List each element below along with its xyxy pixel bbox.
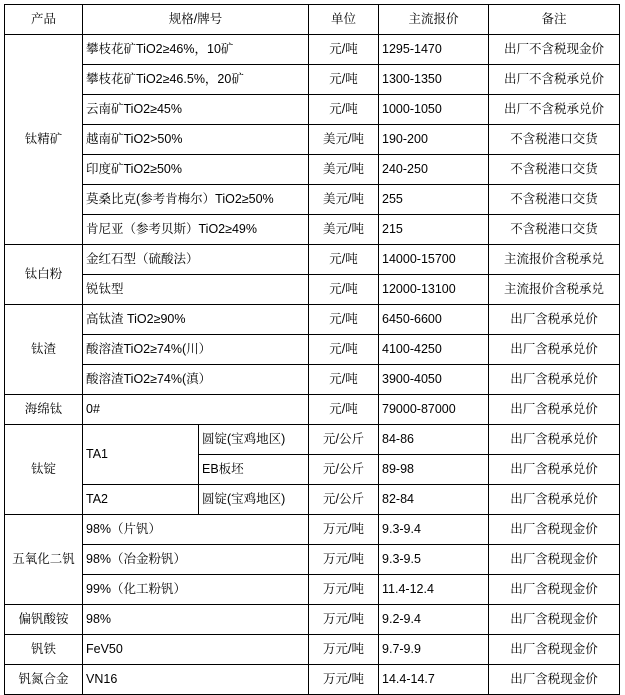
product-group-name: 钛白粉	[5, 245, 83, 305]
spec-cell: 锐钛型	[83, 275, 309, 305]
price-cell: 12000-13100	[379, 275, 489, 305]
table-row	[5, 35, 620, 65]
spec-cell: 酸溶渣TiO2≥74%(川）	[83, 335, 309, 365]
header-spec: 规格/牌号	[83, 5, 309, 35]
table-row	[5, 155, 620, 185]
price-cell: 9.2-9.4	[379, 605, 489, 635]
header-unit: 单位	[309, 5, 379, 35]
unit-cell: 元/吨	[309, 95, 379, 125]
table-body	[5, 5, 620, 695]
unit-cell: 元/吨	[309, 305, 379, 335]
product-group-name: 钛渣	[5, 305, 83, 395]
spec-cell: 98%（片钒）	[83, 515, 309, 545]
spec-cell: 攀枝花矿TiO2≥46%，10矿	[83, 35, 309, 65]
table-header-row	[5, 5, 620, 35]
note-cell: 不含税港口交货	[489, 125, 620, 155]
spec-cell: 99%（化工粉钒）	[83, 575, 309, 605]
table-row	[5, 485, 620, 515]
spec-grade: TA2	[83, 485, 199, 515]
price-cell: 240-250	[379, 155, 489, 185]
header-price: 主流报价	[379, 5, 489, 35]
price-cell: 89-98	[379, 455, 489, 485]
spec-cell: 肯尼亚（参考贝斯）TiO2≥49%	[83, 215, 309, 245]
product-group-name: 海绵钛	[5, 395, 83, 425]
product-group-name: 偏钒酸铵	[5, 605, 83, 635]
unit-cell: 元/吨	[309, 245, 379, 275]
unit-cell: 元/吨	[309, 395, 379, 425]
unit-cell: 万元/吨	[309, 665, 379, 695]
price-cell: 6450-6600	[379, 305, 489, 335]
price-cell: 215	[379, 215, 489, 245]
table-row	[5, 125, 620, 155]
price-cell: 84-86	[379, 425, 489, 455]
spec-form: 圆锭(宝鸡地区)	[199, 485, 309, 515]
note-cell: 出厂不含税承兑价	[489, 95, 620, 125]
spec-form: EB板坯	[199, 455, 309, 485]
spec-cell: 越南矿TiO2>50%	[83, 125, 309, 155]
unit-cell: 万元/吨	[309, 515, 379, 545]
product-group-name: 钛锭	[5, 425, 83, 515]
price-cell: 1300-1350	[379, 65, 489, 95]
unit-cell: 元/吨	[309, 65, 379, 95]
spec-cell: VN16	[83, 665, 309, 695]
note-cell: 不含税港口交货	[489, 215, 620, 245]
product-group-name: 五氧化二钒	[5, 515, 83, 605]
table-row	[5, 605, 620, 635]
spec-cell: FeV50	[83, 635, 309, 665]
table-row	[5, 95, 620, 125]
table-row	[5, 305, 620, 335]
note-cell: 出厂含税承兑价	[489, 335, 620, 365]
price-cell: 9.3-9.4	[379, 515, 489, 545]
price-cell: 14000-15700	[379, 245, 489, 275]
table-row	[5, 515, 620, 545]
note-cell: 出厂含税现金价	[489, 575, 620, 605]
header-note: 备注	[489, 5, 620, 35]
note-cell: 出厂不含税承兑价	[489, 65, 620, 95]
spec-cell: 金红石型（硫酸法）	[83, 245, 309, 275]
note-cell: 出厂不含税现金价	[489, 35, 620, 65]
unit-cell: 元/吨	[309, 365, 379, 395]
spec-form: 圆锭(宝鸡地区)	[199, 425, 309, 455]
price-cell: 11.4-12.4	[379, 575, 489, 605]
table-row	[5, 245, 620, 275]
unit-cell: 美元/吨	[309, 185, 379, 215]
price-cell: 4100-4250	[379, 335, 489, 365]
note-cell: 出厂含税承兑价	[489, 455, 620, 485]
price-cell: 9.3-9.5	[379, 545, 489, 575]
price-table	[4, 4, 620, 695]
table-row	[5, 65, 620, 95]
price-cell: 190-200	[379, 125, 489, 155]
price-cell: 1295-1470	[379, 35, 489, 65]
table-row	[5, 425, 620, 455]
spec-cell: 98%（冶金粉钒）	[83, 545, 309, 575]
spec-cell: 酸溶渣TiO2≥74%(滇）	[83, 365, 309, 395]
unit-cell: 美元/吨	[309, 125, 379, 155]
note-cell: 出厂含税承兑价	[489, 485, 620, 515]
unit-cell: 元/公斤	[309, 455, 379, 485]
spec-cell: 98%	[83, 605, 309, 635]
note-cell: 出厂含税现金价	[489, 635, 620, 665]
table-row	[5, 635, 620, 665]
product-group-name: 钒铁	[5, 635, 83, 665]
unit-cell: 美元/吨	[309, 155, 379, 185]
note-cell: 不含税港口交货	[489, 185, 620, 215]
unit-cell: 元/吨	[309, 35, 379, 65]
note-cell: 出厂含税现金价	[489, 545, 620, 575]
price-cell: 82-84	[379, 485, 489, 515]
product-group-name: 钒氮合金	[5, 665, 83, 695]
price-cell: 79000-87000	[379, 395, 489, 425]
table-row	[5, 575, 620, 605]
spec-cell: 莫桑比克(参考肯梅尔）TiO2≥50%	[83, 185, 309, 215]
table-row	[5, 665, 620, 695]
price-cell: 255	[379, 185, 489, 215]
spec-cell: 印度矿TiO2≥50%	[83, 155, 309, 185]
product-group-name: 钛精矿	[5, 35, 83, 245]
note-cell: 出厂含税现金价	[489, 665, 620, 695]
unit-cell: 万元/吨	[309, 575, 379, 605]
unit-cell: 元/公斤	[309, 425, 379, 455]
table-row	[5, 215, 620, 245]
note-cell: 不含税港口交货	[489, 155, 620, 185]
spec-cell: 0#	[83, 395, 309, 425]
spec-cell: 高钛渣 TiO2≥90%	[83, 305, 309, 335]
unit-cell: 万元/吨	[309, 605, 379, 635]
unit-cell: 万元/吨	[309, 545, 379, 575]
unit-cell: 元/吨	[309, 275, 379, 305]
note-cell: 出厂含税承兑价	[489, 425, 620, 455]
unit-cell: 元/公斤	[309, 485, 379, 515]
note-cell: 出厂含税承兑价	[489, 365, 620, 395]
price-cell: 14.4-14.7	[379, 665, 489, 695]
price-cell: 9.7-9.9	[379, 635, 489, 665]
table-row	[5, 365, 620, 395]
table-row	[5, 275, 620, 305]
note-cell: 主流报价含税承兑	[489, 275, 620, 305]
note-cell: 出厂含税现金价	[489, 605, 620, 635]
note-cell: 主流报价含税承兑	[489, 245, 620, 275]
note-cell: 出厂含税现金价	[489, 515, 620, 545]
unit-cell: 元/吨	[309, 335, 379, 365]
spec-cell: 云南矿TiO2≥45%	[83, 95, 309, 125]
price-cell: 1000-1050	[379, 95, 489, 125]
spec-cell: 攀枝花矿TiO2≥46.5%，20矿	[83, 65, 309, 95]
table-row	[5, 185, 620, 215]
table-row	[5, 545, 620, 575]
note-cell: 出厂含税承兑价	[489, 395, 620, 425]
header-product: 产品	[5, 5, 83, 35]
price-cell: 3900-4050	[379, 365, 489, 395]
unit-cell: 美元/吨	[309, 215, 379, 245]
spec-grade: TA1	[83, 425, 199, 485]
table-row	[5, 335, 620, 365]
table-row	[5, 395, 620, 425]
note-cell: 出厂含税承兑价	[489, 305, 620, 335]
unit-cell: 万元/吨	[309, 635, 379, 665]
